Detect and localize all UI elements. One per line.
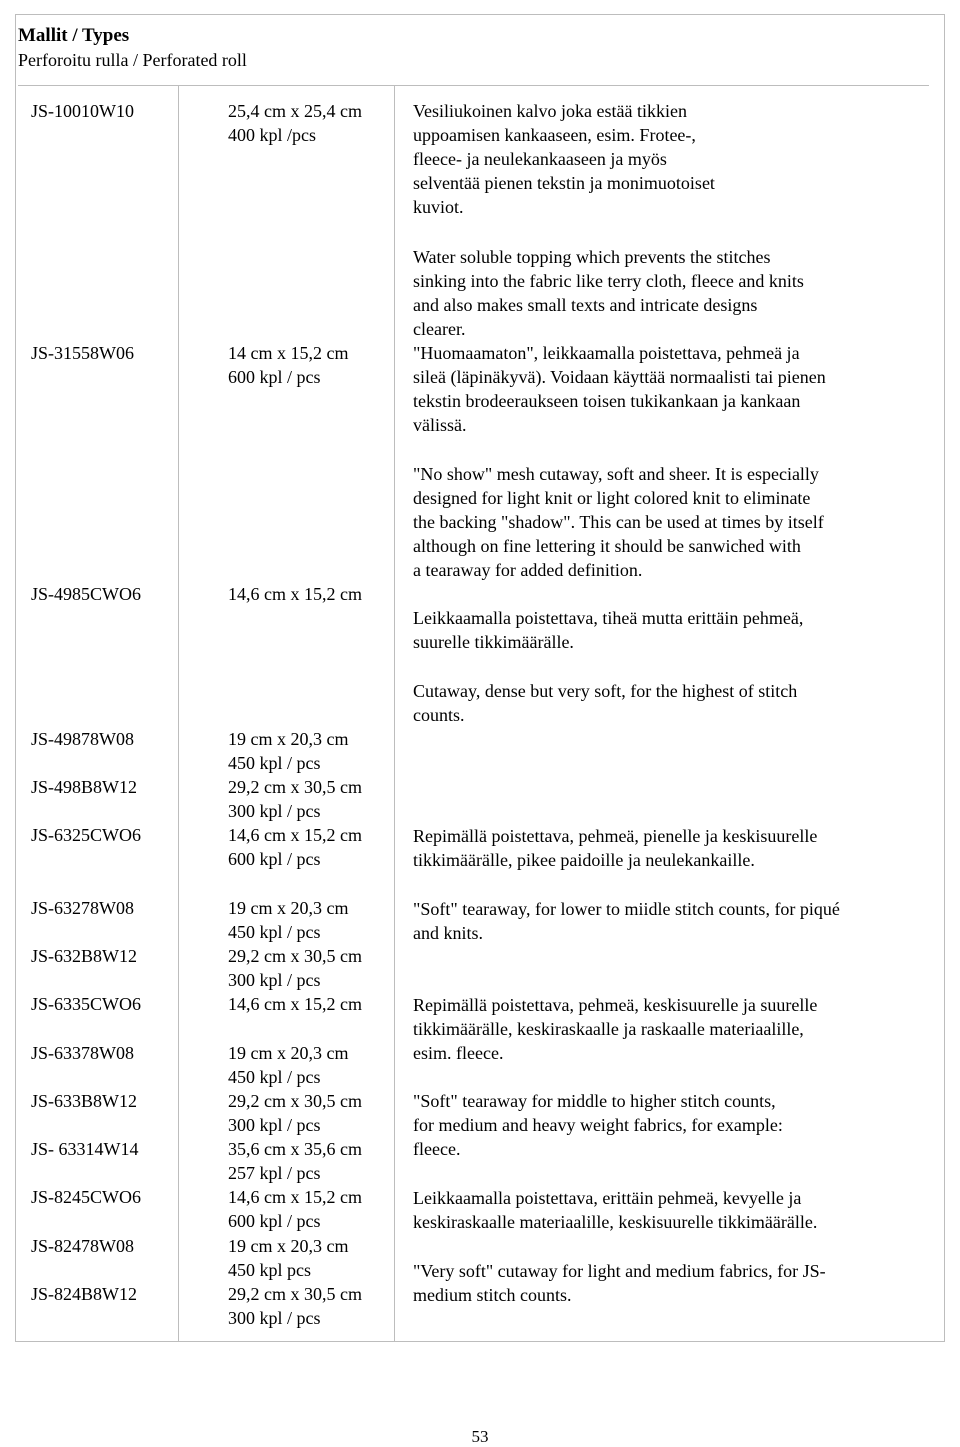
product-size: 19 cm x 20,3 cm xyxy=(228,898,349,918)
product-code: JS-49878W08 xyxy=(31,729,134,749)
description-line: "Very soft" cutaway for light and medium fabrics, for JS- xyxy=(413,1261,826,1281)
description-line: Vesiliukoinen kalvo joka estää tikkien xyxy=(413,101,687,121)
product-size: 29,2 cm x 30,5 cm xyxy=(228,1091,362,1111)
description-line: "Soft" tearaway, for lower to miidle stitch counts, for piqué xyxy=(413,899,840,919)
description-line: Leikkaamalla poistettava, tiheä mutta erittäin pehmeä, xyxy=(413,608,804,628)
description-line: välissä. xyxy=(413,415,467,435)
product-quantity: 600 kpl / pcs xyxy=(228,849,321,869)
description-line: fleece- ja neulekankaaseen ja myös xyxy=(413,149,667,169)
product-size: 29,2 cm x 30,5 cm xyxy=(228,777,362,797)
product-code: JS-82478W08 xyxy=(31,1236,134,1256)
product-quantity: 450 kpl / pcs xyxy=(228,1067,321,1087)
page-frame xyxy=(15,14,945,1342)
product-quantity: 450 kpl pcs xyxy=(228,1260,311,1280)
description-line: Repimällä poistettava, pehmeä, keskisuurelle ja suurelle xyxy=(413,995,818,1015)
description-line: the backing "shadow". This can be used at times by itself xyxy=(413,512,824,532)
description-line: uppoamisen kankaaseen, esim. Frotee-, xyxy=(413,125,696,145)
page-title: Mallit / Types xyxy=(18,25,130,46)
product-code: JS-63378W08 xyxy=(31,1043,134,1063)
product-size: 29,2 cm x 30,5 cm xyxy=(228,946,362,966)
product-size: 14,6 cm x 15,2 cm xyxy=(228,584,362,604)
product-code: JS-498B8W12 xyxy=(31,777,138,797)
column-divider xyxy=(394,85,395,1342)
product-quantity: 300 kpl / pcs xyxy=(228,1308,321,1328)
product-size: 19 cm x 20,3 cm xyxy=(228,1043,349,1063)
product-size: 25,4 cm x 25,4 cm xyxy=(228,101,362,121)
product-code: JS-31558W06 xyxy=(31,343,134,363)
product-code: JS-6335CWO6 xyxy=(31,994,142,1014)
description-line: counts. xyxy=(413,705,465,725)
description-line: designed for light knit or light colored knit to eliminate xyxy=(413,488,811,508)
description-line: Leikkaamalla poistettava, erittäin pehmeä, kevyelle ja xyxy=(413,1188,802,1208)
product-size: 35,6 cm x 35,6 cm xyxy=(228,1139,362,1159)
description-line: sileä (läpinäkyvä). Voidaan käyttää normaalisti tai pienen xyxy=(413,367,826,387)
product-code: JS-63278W08 xyxy=(31,898,134,918)
product-code: JS-8245CWO6 xyxy=(31,1187,142,1207)
description-line: "Soft" tearaway for middle to higher stitch counts, xyxy=(413,1091,776,1111)
product-code: JS-824B8W12 xyxy=(31,1284,138,1304)
page-number: 53 xyxy=(471,1427,489,1446)
product-size: 14,6 cm x 15,2 cm xyxy=(228,994,362,1014)
description-line: clearer. xyxy=(413,319,466,339)
product-size: 19 cm x 20,3 cm xyxy=(228,729,349,749)
product-code: JS- 63314W14 xyxy=(31,1139,139,1159)
description-line: medium stitch counts. xyxy=(413,1285,572,1305)
description-line: "No show" mesh cutaway, soft and sheer. It is especially xyxy=(413,464,819,484)
description-line: kuviot. xyxy=(413,197,464,217)
description-line: suurelle tikkimäärälle. xyxy=(413,632,574,652)
product-code: JS-4985CWO6 xyxy=(31,584,142,604)
description-line: tikkimäärälle, keskiraskaalle ja raskaalle materiaalille, xyxy=(413,1019,804,1039)
product-quantity: 300 kpl / pcs xyxy=(228,970,321,990)
description-line: Water soluble topping which prevents the stitches xyxy=(413,247,771,267)
description-line: and knits. xyxy=(413,923,483,943)
description-line: keskiraskaalle materiaalille, keskisuurelle tikkimäärälle. xyxy=(413,1212,818,1232)
product-code: JS-10010W10 xyxy=(31,101,134,121)
description-line: although on fine lettering it should be sanwiched with xyxy=(413,536,801,556)
description-line: Repimällä poistettava, pehmeä, pienelle ja keskisuurelle xyxy=(413,826,818,846)
product-size: 29,2 cm x 30,5 cm xyxy=(228,1284,362,1304)
description-line: tikkimäärälle, pikee paidoille ja neulekankaille. xyxy=(413,850,755,870)
description-line: tekstin brodeeraukseen toisen tukikankaan ja kankaan xyxy=(413,391,801,411)
description-line: for medium and heavy weight fabrics, for example: xyxy=(413,1115,783,1135)
description-line: selventää pienen tekstin ja monimuotoiset xyxy=(413,173,715,193)
description-line: esim. fleece. xyxy=(413,1043,504,1063)
product-quantity: 450 kpl / pcs xyxy=(228,753,321,773)
product-size: 14 cm x 15,2 cm xyxy=(228,343,349,363)
description-line: "Huomaamaton", leikkaamalla poistettava, pehmeä ja xyxy=(413,343,800,363)
product-code: JS-633B8W12 xyxy=(31,1091,138,1111)
product-size: 19 cm x 20,3 cm xyxy=(228,1236,349,1256)
product-size: 14,6 cm x 15,2 cm xyxy=(228,825,362,845)
description-line: a tearaway for added definition. xyxy=(413,560,643,580)
product-code: JS-632B8W12 xyxy=(31,946,138,966)
product-quantity: 300 kpl / pcs xyxy=(228,801,321,821)
description-line: Cutaway, dense but very soft, for the highest of stitch xyxy=(413,681,798,701)
product-quantity: 600 kpl / pcs xyxy=(228,367,321,387)
product-quantity: 600 kpl / pcs xyxy=(228,1211,321,1231)
product-size: 14,6 cm x 15,2 cm xyxy=(228,1187,362,1207)
description-line: fleece. xyxy=(413,1139,461,1159)
product-code: JS-6325CWO6 xyxy=(31,825,142,845)
column-divider xyxy=(178,85,179,1342)
product-quantity: 300 kpl / pcs xyxy=(228,1115,321,1135)
description-line: sinking into the fabric like terry cloth, fleece and knits xyxy=(413,271,804,291)
page-subtitle: Perforoitu rulla / Perforated roll xyxy=(18,50,247,70)
product-quantity: 257 kpl / pcs xyxy=(228,1163,321,1183)
product-quantity: 400 kpl /pcs xyxy=(228,125,316,145)
description-line: and also makes small texts and intricate designs xyxy=(413,295,758,315)
product-quantity: 450 kpl / pcs xyxy=(228,922,321,942)
